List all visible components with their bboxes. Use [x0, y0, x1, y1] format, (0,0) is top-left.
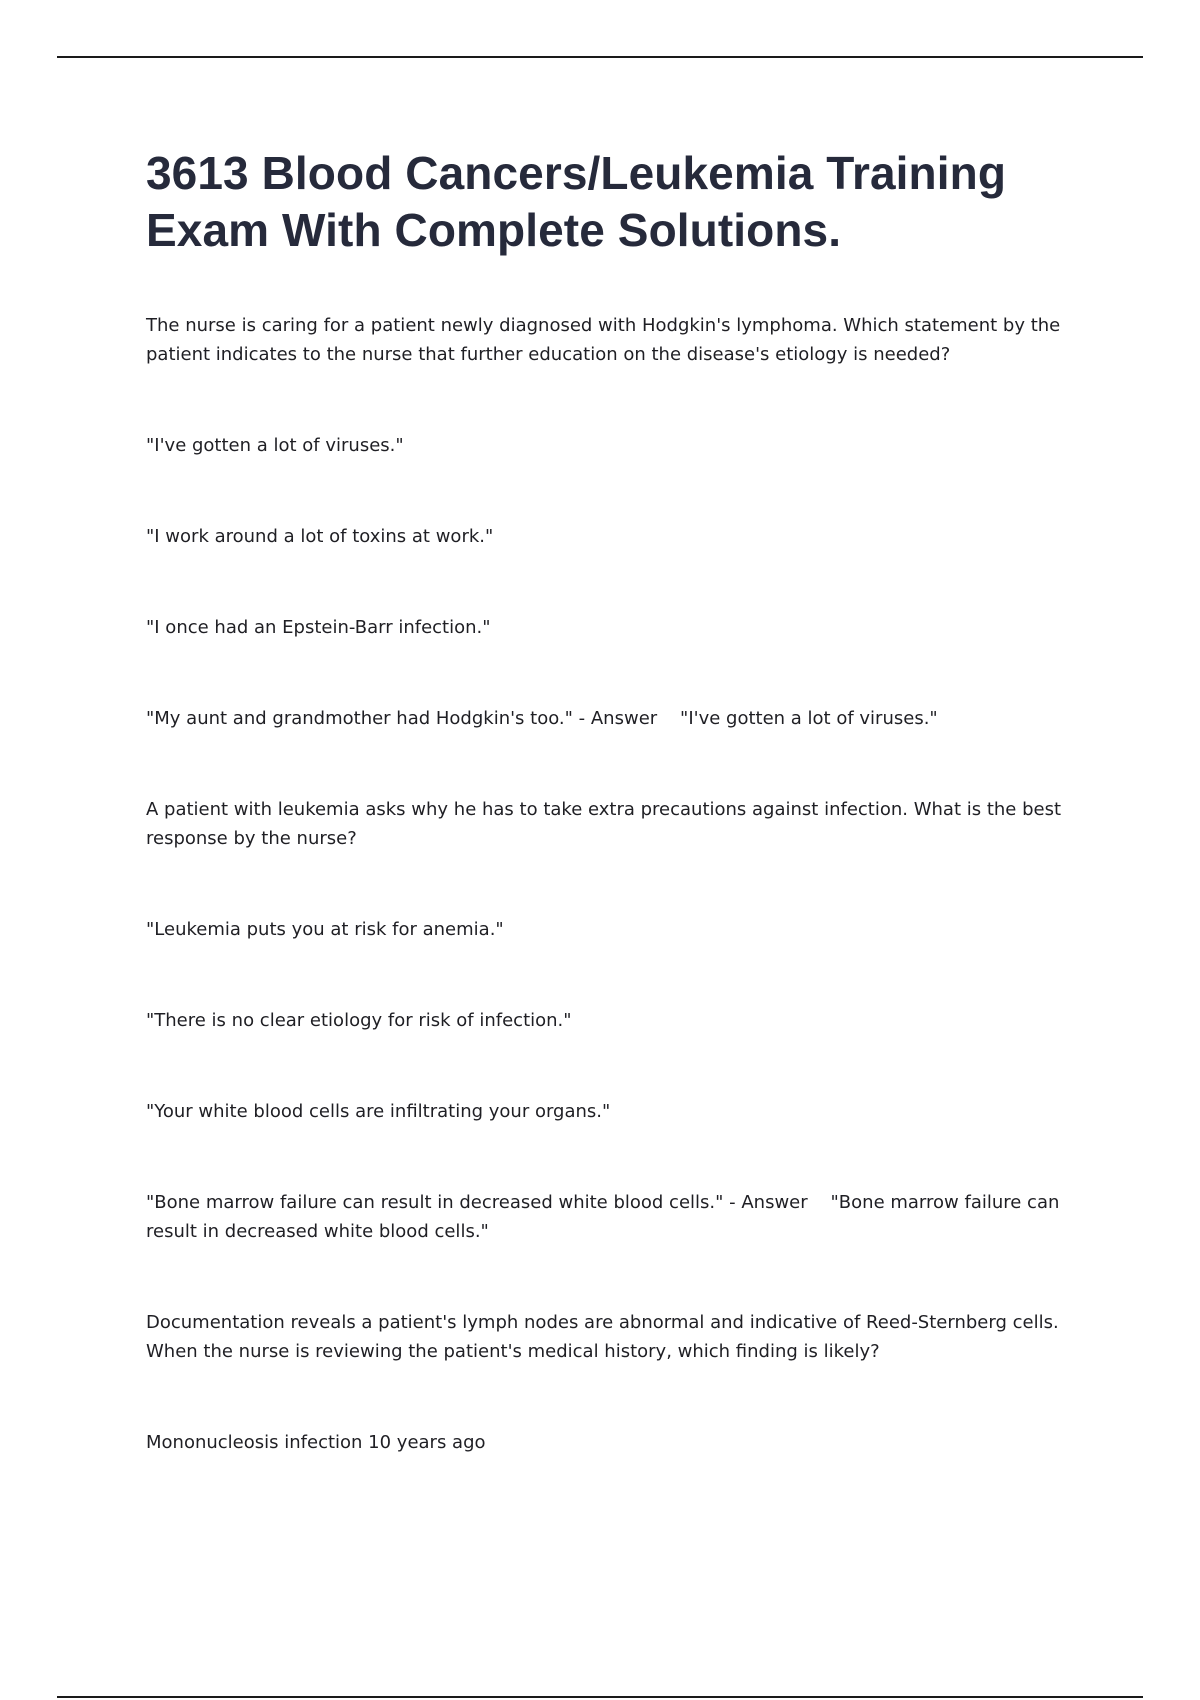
question-2-option-4-answer: "Bone marrow failure can result in decreased white blood cells." - Answer "Bone marrow failure can result in decreased white blood cells.": [146, 1192, 1066, 1242]
top-divider: [57, 56, 1143, 58]
question-1-option-4-answer: "My aunt and grandmother had Hodgkin's too." - Answer "I've gotten a lot of viruses.": [146, 708, 938, 729]
question-1-option-2: "I work around a lot of toxins at work.": [146, 526, 494, 547]
question-1-option-3: "I once had an Epstein-Barr infection.": [146, 617, 491, 638]
question-2-option-2: "There is no clear etiology for risk of infection.": [146, 1010, 572, 1031]
question-2-option-3: "Your white blood cells are infiltrating your organs.": [146, 1101, 611, 1122]
question-2-stem: A patient with leukemia asks why he has to take extra precautions against infection. What is the best response by the nurse?: [146, 799, 1067, 849]
question-1-option-1: "I've gotten a lot of viruses.": [146, 435, 404, 456]
question-3-option-1: Mononucleosis infection 10 years ago: [146, 1432, 486, 1453]
bottom-divider: [57, 1696, 1143, 1698]
question-1-stem: The nurse is caring for a patient newly diagnosed with Hodgkin's lymphoma. Which statement by the patient indicates to the nurse that further education on the disease's etiology is needed?: [146, 315, 1066, 365]
document-content: [146, 145, 1066, 1519]
document-title: 3613 Blood Cancers/Leukemia Training Exam With Complete Solutions.: [146, 147, 1007, 256]
question-3-stem: Documentation reveals a patient's lymph nodes are abnormal and indicative of Reed-Sternberg cells. When the nurse is reviewing the patient's medical history, which finding is likely?: [146, 1312, 1065, 1362]
question-2-option-1: "Leukemia puts you at risk for anemia.": [146, 919, 504, 940]
